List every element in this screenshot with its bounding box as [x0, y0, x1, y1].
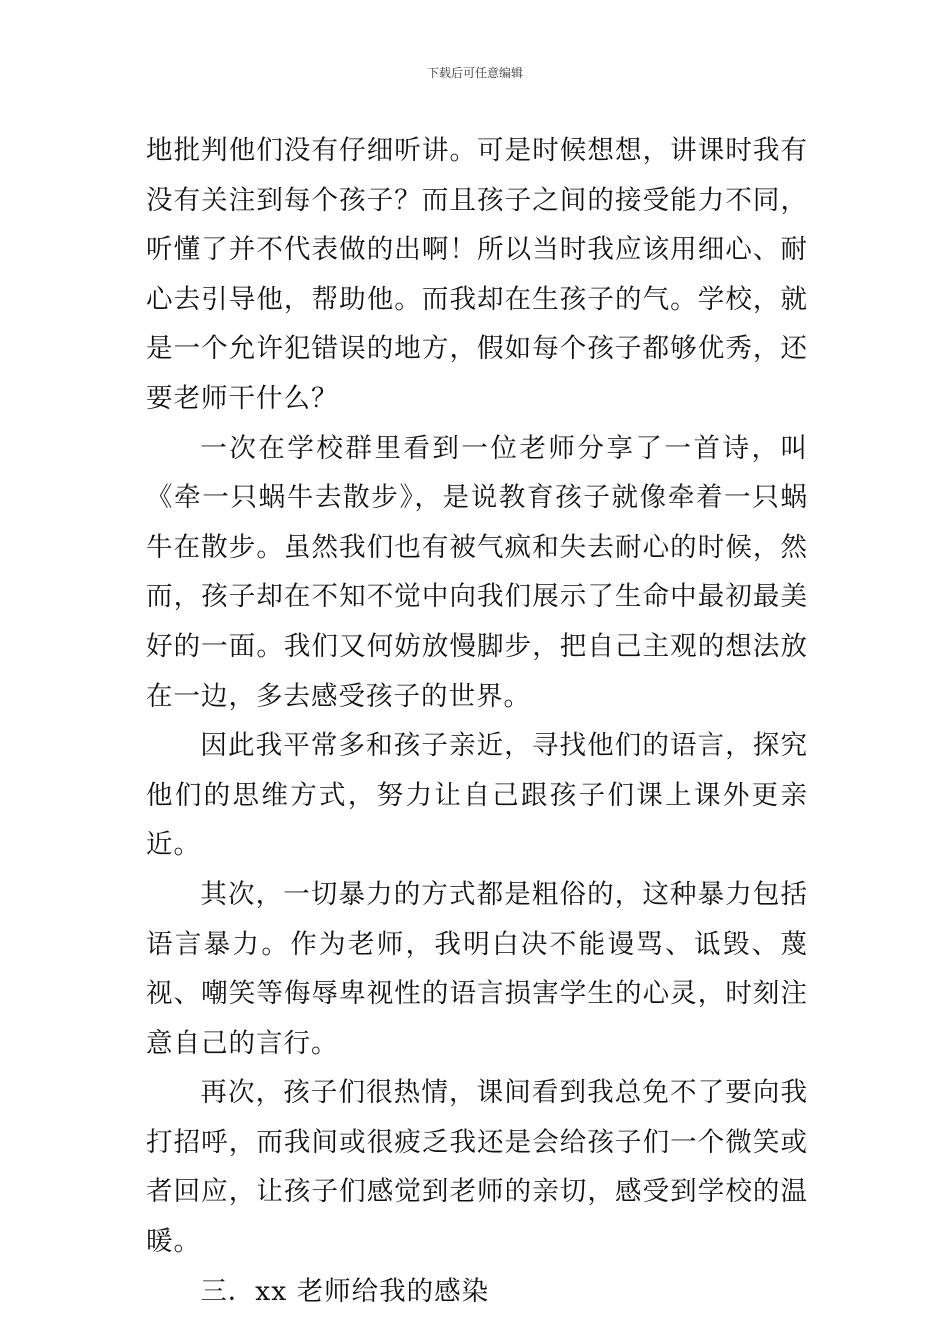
paragraph-snail-poem: 一次在学校群里看到一位老师分享了一首诗，叫《牵一只蜗牛去散步》，是说教育孩子就像牵着一只蜗牛在散步。虽然我们也有被气疯和失去耐心的时候，然而，孩子却在不知不觉中向我们展示了生命中最初最美好的一面。我们又何妨放慢脚步，把自己主观的想法放在一边，多去感受孩子的世界。: [146, 432, 808, 712]
section-heading: 三．xx 老师给我的感染: [200, 1275, 490, 1307]
page-header: [0, 65, 950, 81]
paragraph-continuation: 地批判他们没有仔细听讲。可是时候想想，讲课时我有没有关注到每个孩子？而且孩子之间的接受能力不同，听懂了并不代表做的出啊！所以当时我应该用细心、耐心去引导他，帮助他。而我却在生孩子的气。学校，就是一个允许犯错误的地方，假如每个孩子都够优秀，还要老师干什么？: [146, 135, 808, 414]
paragraph-closeness: 因此我平常多和孩子亲近，寻找他们的语言，探究他们的思维方式，努力让自己跟孩子们课上课外更亲近。: [146, 730, 808, 861]
paragraph-verbal-violence: 其次，一切暴力的方式都是粗俗的，这种暴力包括语言暴力。作为老师，我明白决不能谩骂、诋毁、蔑视、嘲笑等侮辱卑视性的语言损害学生的心灵，时刻注意自己的言行。: [146, 878, 808, 1059]
header-note: 下载后可任意编辑: [426, 66, 523, 80]
paragraph-warmth: 再次，孩子们很热情，课间看到我总免不了要向我打招呼，而我间或很疲乏我还是会给孩子们一个微笑或者回应，让孩子们感觉到老师的亲切，感受到学校的温暖。: [146, 1077, 808, 1258]
document-body: [146, 126, 808, 1316]
